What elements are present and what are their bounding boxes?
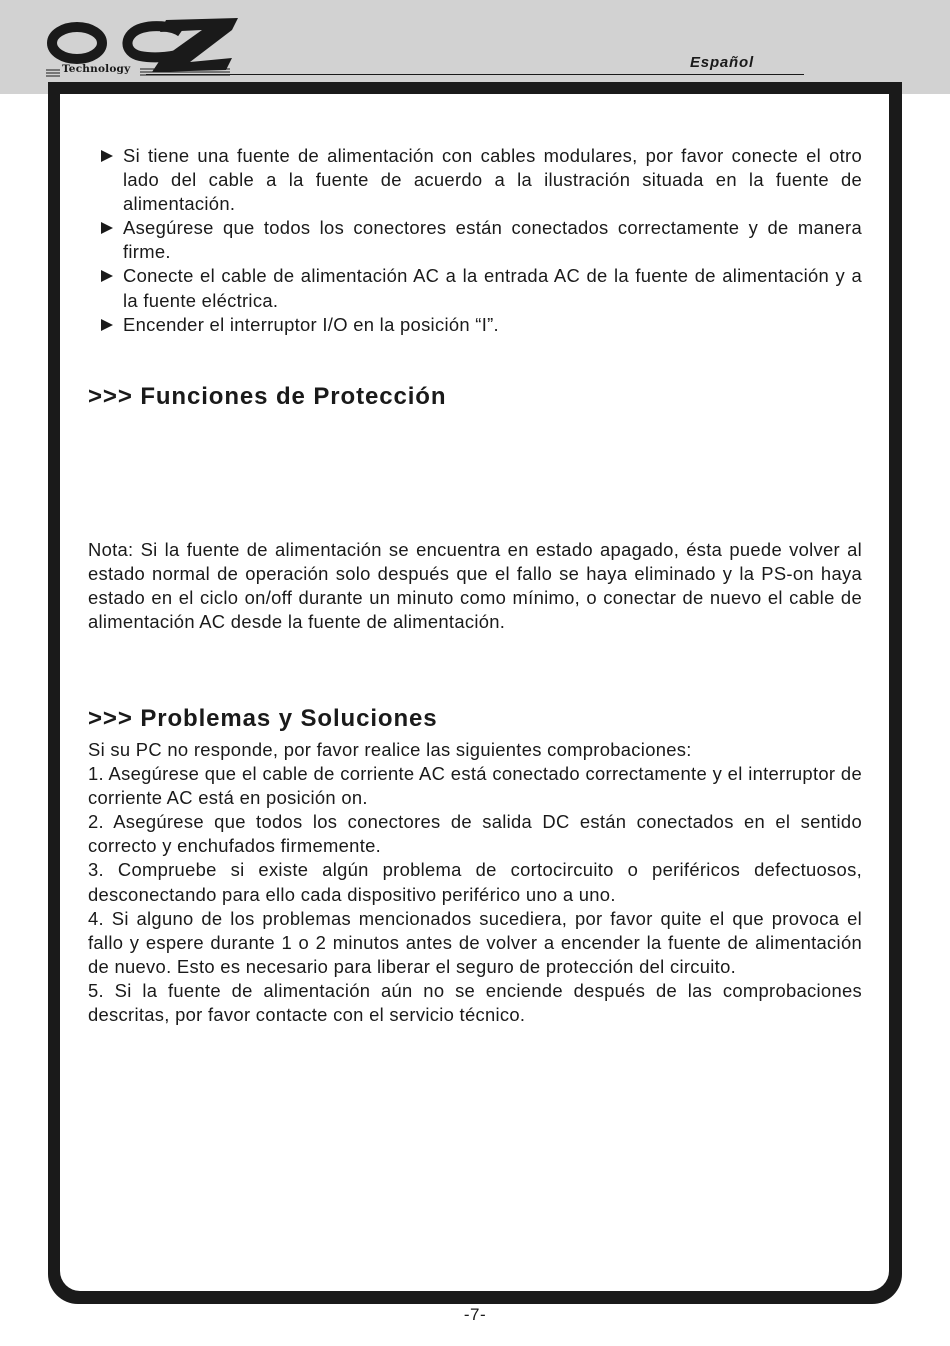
list-item xyxy=(88,313,862,337)
troubleshooting-intro: Si su PC no responde, por favor realice las siguientes comprobaciones: xyxy=(88,739,692,760)
triangle-bullet-icon xyxy=(101,222,113,234)
instruction-list xyxy=(88,144,862,337)
triangle-bullet-icon xyxy=(101,270,113,282)
troubleshooting-heading: >>> Problemas y Soluciones xyxy=(88,705,438,732)
list-item-text: Conecte el cable de alimentación AC a la entrada AC de la fuente de alimentación y a la fuente eléctrica. xyxy=(123,265,862,311)
triangle-bullet-icon xyxy=(101,150,113,162)
troubleshooting-step: 1. Asegúrese que el cable de corriente AC está conectado correctamente y el interruptor de corriente AC está en posición on. xyxy=(88,763,862,809)
ocz-technology-logo xyxy=(46,14,246,80)
list-item-text: Encender el interruptor I/O en la posición “I”. xyxy=(123,313,499,335)
troubleshooting-step: 2. Asegúrese que todos los conectores de salida DC están conectados en el sentido correcto y enchufados firmemente. xyxy=(88,811,862,857)
list-item xyxy=(88,144,862,216)
main-content xyxy=(88,144,862,1026)
list-item-text: Si tiene una fuente de alimentación con cables modulares, por favor conecte el otro lado del cable a la fuente de acuerdo a la ilustración situada en la fuente de alimentación. xyxy=(123,145,862,215)
list-item xyxy=(88,216,862,264)
protection-note: Nota: Si la fuente de alimentación se encuentra en estado apagado, ésta puede volver al estado normal de operación solo después que el fallo se haya eliminado y la PS-on haya estado en el ciclo on/off durante un minuto como mínimo, o conectar de nuevo el cable de alimentación AC desde la fuente de alimentación. xyxy=(88,539,862,633)
language-label: Español xyxy=(690,54,754,71)
header-rule xyxy=(146,74,804,75)
troubleshooting-list xyxy=(88,738,862,1027)
list-item-text: Asegúrese que todos los conectores están conectados correctamente y de manera firme. xyxy=(123,217,862,263)
logo-subtitle: Technology xyxy=(62,63,131,75)
troubleshooting-step: 5. Si la fuente de alimentación aún no se enciende después de las comprobaciones descritas, por favor contacte con el servicio técnico. xyxy=(88,979,862,1026)
triangle-bullet-icon xyxy=(101,319,113,331)
list-item xyxy=(88,264,862,312)
page-number: -7- xyxy=(463,1305,487,1324)
protection-heading: >>> Funciones de Protección xyxy=(88,383,447,410)
troubleshooting-step: 3. Compruebe si existe algún problema de cortocircuito o periféricos defectuosos, desconectando para ello cada dispositivo periférico uno a uno. xyxy=(88,859,862,905)
troubleshooting-step: 4. Si alguno de los problemas mencionados sucediera, por favor quite el que provoca el fallo y espere durante 1 o 2 minutos antes de volver a encender la fuente de alimentación de nuevo. Esto es necesario para liberar el seguro de protección del circuito. xyxy=(88,907,862,977)
